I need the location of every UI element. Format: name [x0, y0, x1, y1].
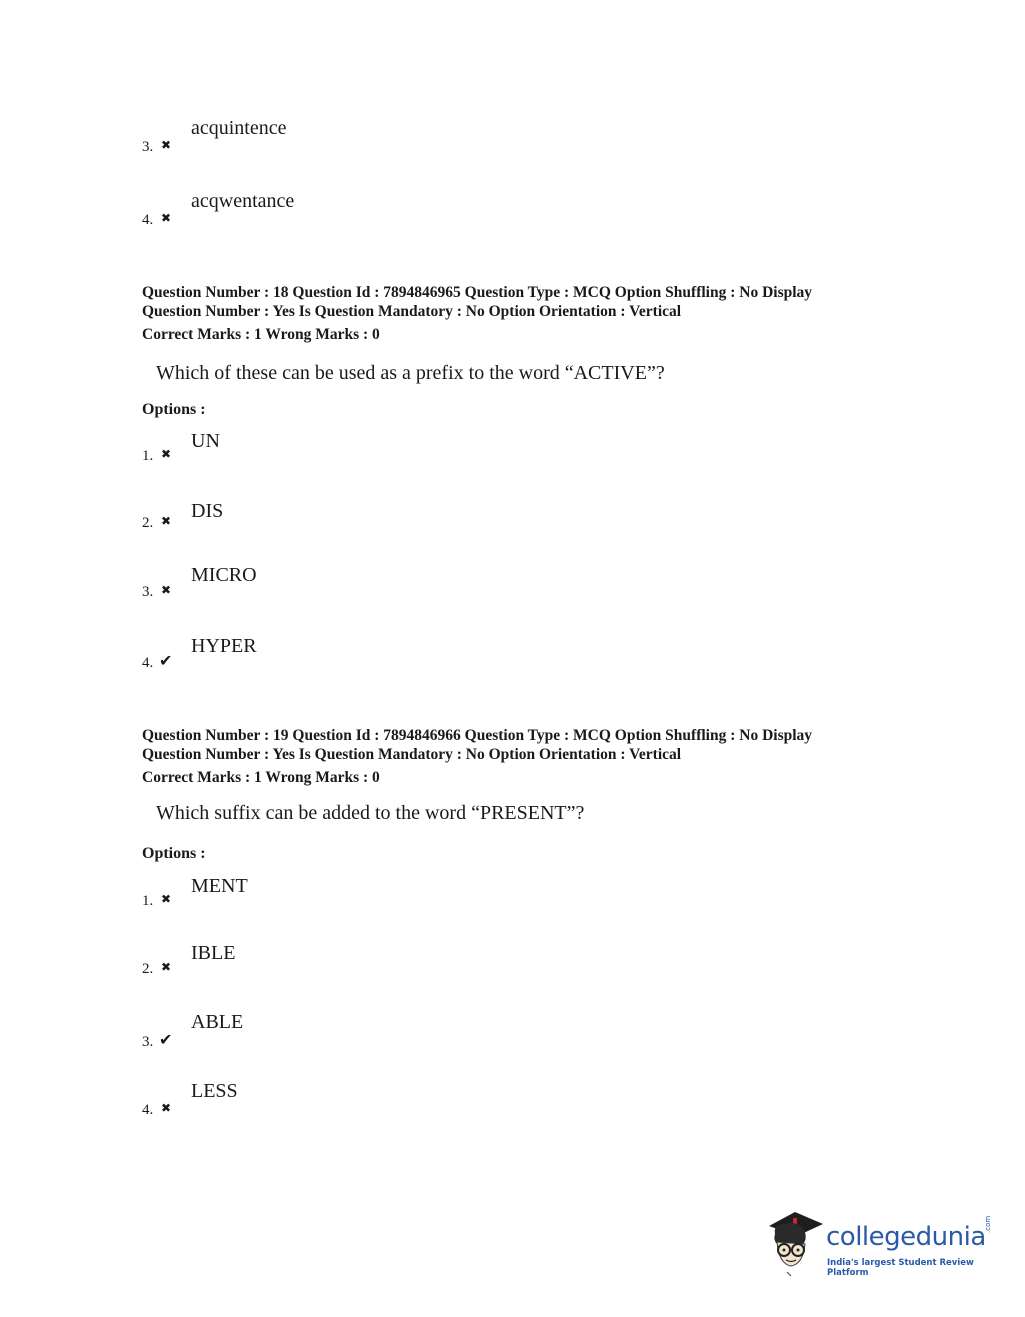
option-number: 3.	[142, 139, 154, 155]
question-marks: Correct Marks : 1 Wrong Marks : 0	[142, 326, 380, 343]
option-text: DIS	[191, 500, 224, 522]
option-number: 3.	[142, 1034, 154, 1050]
option-text: HYPER	[191, 635, 257, 657]
option-text: acqwentance	[191, 190, 295, 212]
option-text: LESS	[191, 1080, 238, 1102]
check-icon: ✔	[159, 1032, 173, 1049]
question-marks: Correct Marks : 1 Wrong Marks : 0	[142, 769, 380, 786]
option-number: 4.	[142, 655, 154, 671]
option-number: 1.	[142, 448, 154, 464]
option-number: 4.	[142, 212, 154, 228]
option-number: 2.	[142, 961, 154, 977]
question-text: Which of these can be used as a prefix to the word “ACTIVE”?	[156, 362, 665, 384]
option-text: ABLE	[191, 1011, 244, 1033]
option-text: IBLE	[191, 942, 236, 964]
question-text: Which suffix can be added to the word “PRESENT”?	[156, 802, 585, 824]
option-text: MENT	[191, 875, 248, 897]
options-label: Options :	[142, 845, 206, 862]
question-meta-line1: Question Number : 18 Question Id : 7894846965 Question Type : MCQ Option Shuffling : No Display	[142, 284, 813, 301]
question-meta-line2: Question Number : Yes Is Question Mandatory : No Option Orientation : Vertical	[142, 303, 682, 320]
cross-icon: ✖	[161, 892, 172, 906]
question-meta-line1: Question Number : 19 Question Id : 7894846966 Question Type : MCQ Option Shuffling : No Display	[142, 727, 813, 744]
question-meta-line2: Question Number : Yes Is Question Mandatory : No Option Orientation : Vertical	[142, 746, 682, 763]
cross-icon: ✖	[161, 138, 172, 152]
logo-dotcom: .com	[984, 1215, 992, 1233]
cross-icon: ✖	[161, 514, 172, 528]
cross-icon: ✖	[161, 583, 172, 597]
collegedunia-logo	[765, 1210, 995, 1280]
option-number: 4.	[142, 1102, 154, 1118]
cross-icon: ✖	[161, 447, 172, 461]
option-text: MICRO	[191, 564, 257, 586]
cross-icon: ✖	[161, 1101, 172, 1115]
cross-icon: ✖	[161, 960, 172, 974]
mascot-icon	[765, 1210, 825, 1280]
option-number: 1.	[142, 893, 154, 909]
check-icon: ✔	[159, 653, 173, 670]
logo-tagline: India's largest Student Review Platform	[827, 1258, 974, 1278]
option-number: 2.	[142, 515, 154, 531]
option-text: UN	[191, 430, 220, 452]
logo-brand-text: collegedunia	[826, 1222, 986, 1252]
options-label: Options :	[142, 401, 206, 418]
option-number: 3.	[142, 584, 154, 600]
cross-icon: ✖	[161, 211, 172, 225]
option-text: acquintence	[191, 117, 287, 139]
